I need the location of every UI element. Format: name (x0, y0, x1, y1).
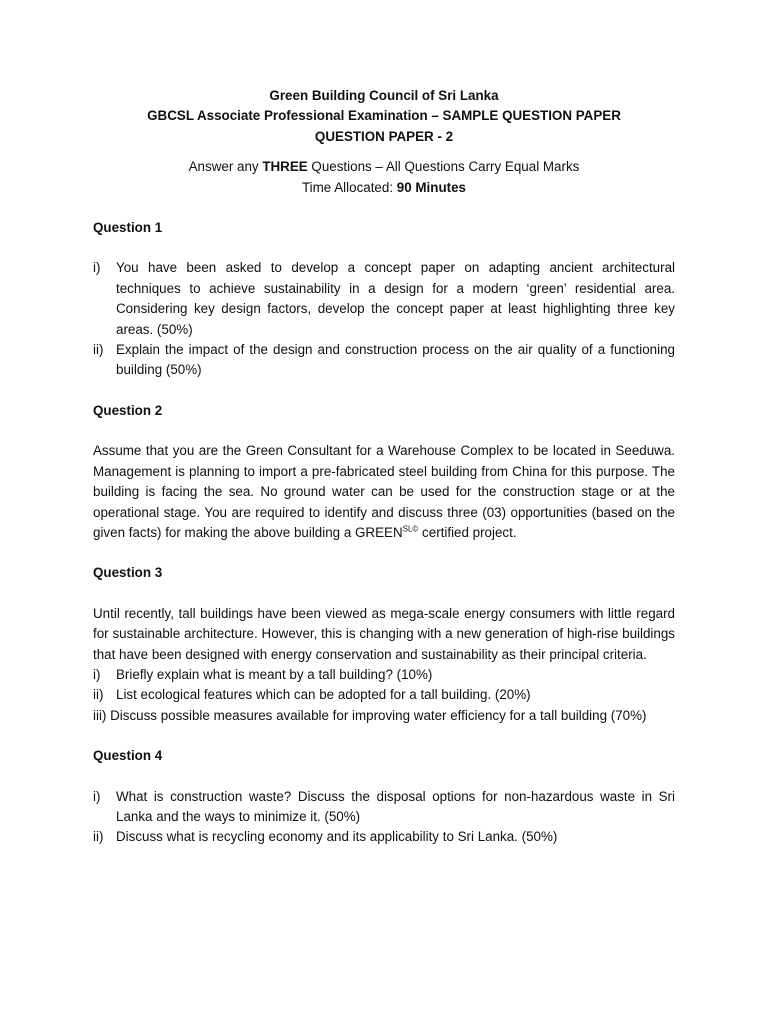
item-number: ii) (93, 687, 104, 703)
answer-count: THREE (262, 159, 308, 175)
time-value: 90 Minutes (396, 179, 466, 195)
item-text: List ecological features which can be adopted for a tall building. (20%) (116, 687, 531, 703)
question-1-item-1 (93, 258, 675, 340)
question-4-item-2 (93, 827, 675, 847)
question-3-item-1 (93, 665, 675, 685)
question-3-item-2 (93, 685, 675, 705)
item-text: Discuss what is recycling economy and its applicability to Sri Lanka. (50%) (116, 829, 558, 845)
item-number: ii) (93, 342, 104, 358)
document-content (93, 86, 675, 848)
question-2-paragraph: Assume that you are the Green Consultant for a Warehouse Complex to be located in Seeduwa. Management is planning to import a pre-fabricated steel building from China for this purpose. The building is facing the sea. No ground water can be used for the construction stage or at the operational stage. You are required to identify and discuss three (03) opportunities (based on the given facts) for making the above building a $GREEN^{SL©}$ certified project. (93, 443, 675, 540)
item-text: Discuss possible measures available for improving water efficiency for a tall building (70%) (110, 707, 647, 723)
item-text: What is construction waste? Discuss the disposal options for non-hazardous waste in Sri Lanka and the ways to minimize it. (50%) (116, 788, 675, 824)
item-number: i) (93, 260, 101, 276)
document-header (93, 86, 675, 147)
question-4-item-1 (93, 787, 675, 828)
time-allocated: Time Allocated: 90 Minutes (302, 179, 466, 195)
council-title: Green Building Council of Sri Lanka (269, 88, 499, 103)
exam-title: GBCSL Associate Professional Examination – SAMPLE QUESTION PAPER (147, 108, 621, 124)
paper-number: QUESTION PAPER - 2 (314, 128, 454, 144)
question-3-item-3 (93, 706, 675, 726)
item-number: i) (93, 788, 101, 804)
answer-instruction: Answer any THREE Questions – All Questions Carry Equal Marks (188, 159, 580, 175)
green-sl-mark: SL© (402, 524, 419, 534)
question-4-heading: Question 4 (93, 748, 163, 764)
item-text: You have been asked to develop a concept paper on adapting ancient architectural techniques to achieve sustainability in a design for a modern ‘green’ residential area. Considering key design factors, develop the concept paper at least highlighting three key areas. (50%) (116, 260, 675, 337)
item-text: Explain the impact of the design and construction process on the air quality of a functioning building (50%) (116, 342, 675, 378)
question-2-heading: Question 2 (93, 402, 163, 418)
item-number: ii) (93, 829, 104, 845)
question-3-heading: Question 3 (93, 565, 163, 581)
exam-instructions (93, 157, 675, 198)
question-1-item-2 (93, 340, 675, 381)
question-3-paragraph: Until recently, tall buildings have been viewed as mega-scale energy consumers with little regard for sustainable architecture. However, this is changing with a new generation of high-rise buildings that have been designed with energy conservation and sustainability as their principal criteria. (93, 605, 675, 662)
question-1-heading: Question 1 (93, 220, 163, 236)
item-number: iii) (93, 707, 107, 723)
item-number: i) (93, 666, 101, 682)
item-text: Briefly explain what is meant by a tall building? (10%) (116, 666, 433, 682)
